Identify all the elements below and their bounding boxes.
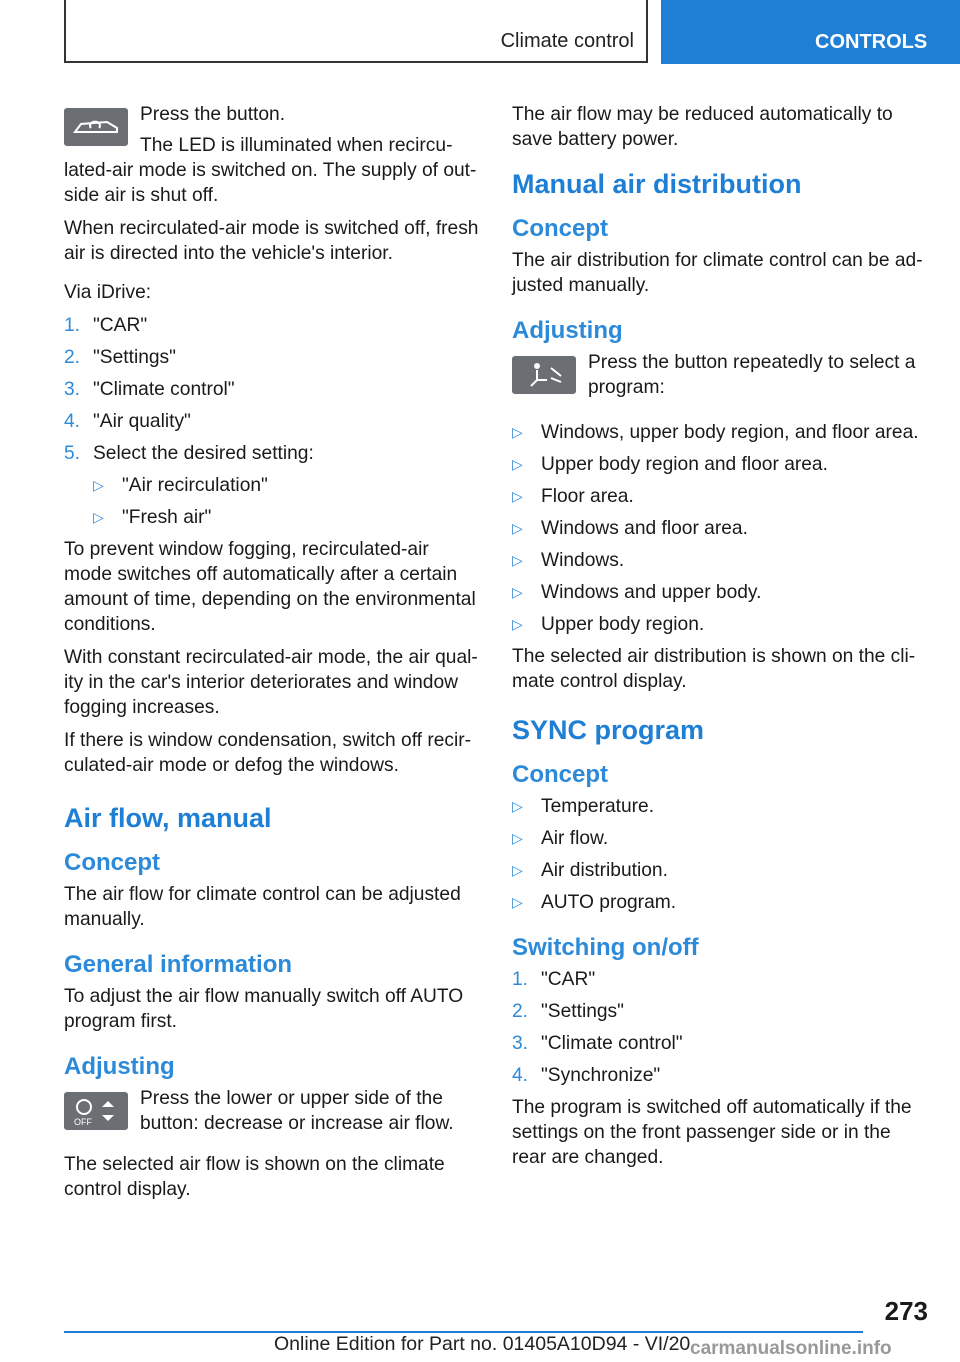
triangle-bullet-icon: ▷ xyxy=(512,552,523,568)
heading-general-information: General information xyxy=(64,951,293,978)
selected-air-flow-paragraph: The selected air flow is shown on the climate control display. xyxy=(64,1154,445,1200)
list-item: ▷ Windows and floor area. xyxy=(512,518,748,539)
header-section-title: Climate control xyxy=(500,30,634,52)
sync-list xyxy=(512,794,928,915)
triangle-bullet-icon: ▷ xyxy=(512,584,523,600)
header-chapter-tab[interactable] xyxy=(661,0,960,64)
heading-air-flow-manual: Air flow, manual xyxy=(64,803,272,833)
list-item: ▷ Floor area. xyxy=(512,486,634,507)
list-item: 5. Select the desired setting: xyxy=(64,443,314,464)
list-item: ▷ Upper body region and floor area. xyxy=(512,454,828,475)
sync-steps xyxy=(512,967,928,1088)
triangle-bullet-icon: ▷ xyxy=(512,424,523,440)
program-list xyxy=(512,420,928,637)
recirc-intro-2b: lated-air mode is switched on. The supply of out-side air is shut off. xyxy=(64,160,477,206)
list-item: 4. "Air quality" xyxy=(64,411,191,432)
list-item: ▷ Windows and upper body. xyxy=(512,582,762,603)
concept-paragraph: The air flow for climate control can be adjusted manually. xyxy=(64,884,461,930)
car-recirculation-icon xyxy=(64,108,128,146)
list-item: 2. "Settings" xyxy=(512,1001,624,1022)
list-item: 3. "Climate control" xyxy=(64,379,235,400)
sync-off-paragraph: The program is switched off automatically if the settings on the front passenger side or in the rear are changed. xyxy=(512,1097,912,1168)
fog-paragraph: To prevent window fogging, recirculated-air mode switches off automatically after a certain amount of time, depending on the environmental conditions. xyxy=(64,539,476,635)
triangle-bullet-icon: ▷ xyxy=(512,616,523,632)
heading-switching-on-off: Switching on/off xyxy=(512,934,699,961)
adjust-button-paragraph: Press the button repeatedly to select a program: xyxy=(588,352,916,398)
list-item: ▷ Air distribution. xyxy=(512,860,668,881)
heading-adjusting: Adjusting xyxy=(64,1053,175,1080)
heading-concept: Concept xyxy=(64,849,160,876)
list-item: ▷ Air flow. xyxy=(512,828,609,849)
triangle-bullet-icon: ▷ xyxy=(512,520,523,536)
watermark: carmanualsonline.info xyxy=(690,1338,892,1359)
heading-manual-air-distribution: Manual air distribution xyxy=(512,169,802,199)
recirc-button-row xyxy=(64,102,480,158)
triangle-bullet-icon: ▷ xyxy=(512,830,523,846)
fan-button-row xyxy=(64,1086,480,1142)
svg-text:OFF: OFF xyxy=(74,1117,92,1127)
heading-adjusting: Adjusting xyxy=(512,317,623,344)
list-item: ▷ "Fresh air" xyxy=(93,507,212,528)
list-item: 4. "Synchronize" xyxy=(512,1065,661,1086)
triangle-bullet-icon: ▷ xyxy=(93,477,104,493)
triangle-bullet-icon: ▷ xyxy=(512,798,523,814)
list-item: ▷ Windows. xyxy=(512,550,625,571)
air-distribution-button-row xyxy=(512,350,928,406)
list-item: 1. "CAR" xyxy=(512,969,596,990)
list-item: ▷ "Air recirculation" xyxy=(93,475,268,496)
heading-concept: Concept xyxy=(512,215,608,242)
general-paragraph: To adjust the air flow manually switch off AUTO program first. xyxy=(64,986,464,1032)
air-distribution-icon xyxy=(512,356,576,394)
idrive-steps xyxy=(64,313,480,530)
triangle-bullet-icon: ▷ xyxy=(93,509,104,525)
triangle-bullet-icon: ▷ xyxy=(512,488,523,504)
triangle-bullet-icon: ▷ xyxy=(512,862,523,878)
footer-edition: Online Edition for Part no. 01405A10D94 - VI/20 xyxy=(274,1333,691,1355)
recirc-intro-1: Press the button. xyxy=(140,104,286,125)
list-item: ▷ Windows, upper body region, and floor area. xyxy=(512,422,919,443)
heading-sync-program: SYNC program xyxy=(512,715,705,745)
via-idrive: Via iDrive: xyxy=(64,282,152,303)
battery-paragraph: The air flow may be reduced automatically to save battery power. xyxy=(512,104,893,150)
recirc-intro-2: The LED is illuminated when recircu- xyxy=(140,135,453,156)
adjust-button-paragraph: Press the lower or upper side of the button: decrease or increase air flow. xyxy=(140,1088,454,1134)
list-item: ▷ AUTO program. xyxy=(512,892,677,913)
triangle-bullet-icon: ▷ xyxy=(512,456,523,472)
left-column xyxy=(64,102,480,1210)
recirc-off-paragraph: When recirculated-air mode is switched off, fresh air is directed into the vehicle's interior. xyxy=(64,218,479,264)
list-item: 3. "Climate control" xyxy=(512,1033,683,1054)
right-column xyxy=(512,102,928,1178)
list-item: ▷ Upper body region. xyxy=(512,614,705,635)
shown-paragraph: The selected air distribution is shown on the cli-mate control display. xyxy=(512,646,916,692)
list-item: ▷ Temperature. xyxy=(512,796,655,817)
header-chapter-label: CONTROLS xyxy=(815,31,928,53)
constant-paragraph: With constant recirculated-air mode, the air qual-ity in the car's interior deteriorates and window fogging increases. xyxy=(64,647,478,718)
list-item: 2. "Settings" xyxy=(64,347,176,368)
list-item: 1. "CAR" xyxy=(64,315,148,336)
condensation-paragraph: If there is window condensation, switch off recir-culated-air mode or defog the windows. xyxy=(64,730,472,776)
heading-concept: Concept xyxy=(512,761,608,788)
fan-off-icon xyxy=(64,1092,128,1130)
page-number: 273 xyxy=(884,1296,928,1326)
concept-paragraph: The air distribution for climate control can be ad-justed manually. xyxy=(512,250,923,296)
triangle-bullet-icon: ▷ xyxy=(512,894,523,910)
